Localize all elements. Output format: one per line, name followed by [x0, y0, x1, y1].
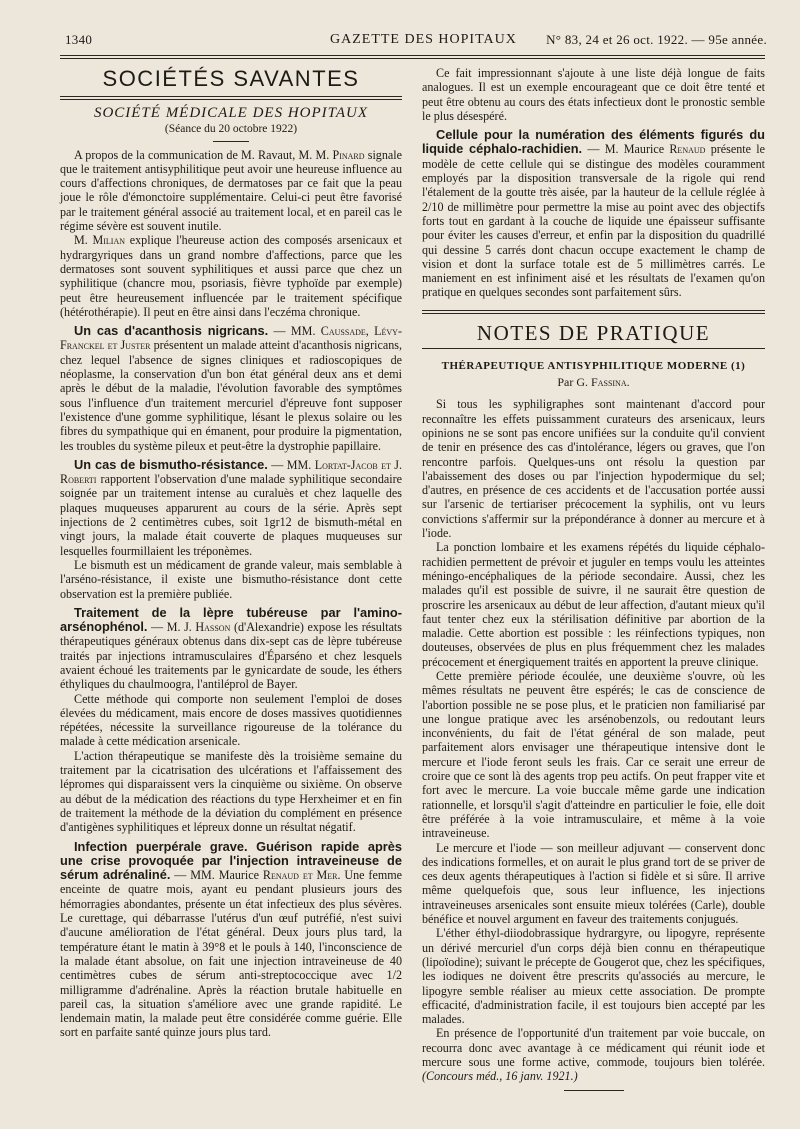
paragraph-lead: — M. J.: [147, 620, 196, 635]
paragraph-sc: Renaud: [669, 142, 706, 157]
paragraph-title: Cellule pour la numération des éléments figurés du liquide céphalo-rachidien.: [422, 127, 765, 157]
paragraph-lead: A propos de la communication de M. Ravaut, M. M.: [74, 147, 333, 162]
page-number: 1340: [65, 32, 93, 47]
left-column: [60, 66, 402, 1040]
article-paragraph-text: En présence de l'opportunité d'un traitement par voie buccale, on recourra donc avec avantage à ce médicament qui réunit iode et mercure sous une forme active, commode, toujours bien tolérée.: [422, 1026, 765, 1069]
header-rule: [60, 55, 765, 56]
paragraph-lead: — MM.: [268, 324, 321, 339]
citation: (Concours méd., 16 janv. 1921.): [422, 1069, 578, 1084]
running-header: [55, 28, 767, 50]
paragraph-text: présentent un malade atteint d'acanthosis nigricans, chez lequel l'absence de signes cliniques et radioscopiques de néoplasme, la conservation d'un bon état général deux ans et demi après le début de la maladie, l'évolution favorable des symptômes sous l'influence d'un traitement mercuriel d'épreuve font supposer l'existence d'une gomme syphilitique, lésant le plexus solaire ou les fibres du sympathique qui en émanent, pour produire la pigmentation, les troubles du système pileux et peut-être la dystrophie papillaire.: [60, 338, 402, 453]
short-divider: [213, 141, 249, 142]
right-column: [422, 66, 765, 1091]
paragraph-text: Le bismuth est un médicament de grande valeur, mais semblable à l'arséno-résistance, il existe une bismutho-résistance dont cette observation est la première publiée.: [60, 557, 402, 601]
article-paragraph: [422, 1026, 765, 1083]
section-title: SOCIÉTÉS SAVANTES: [102, 66, 360, 91]
paragraph: [60, 749, 402, 835]
article-paragraph-text: L'éther éthyl-diiodobrassique hydrargyre, ou lipogyre, représente un dérivé mercuriel d'un corps déjà bien connu en thérapeutique (lipoïodine); suivant le précepte de Gougerot que, chez les spécifiques, les iodiques ne doivent être prescrits qu'associés au mercure, le lipogyre semble réaliser au mieux cette association. De prompte efficacité, d'administration facile, il est toujours bien accepté par les malades.: [422, 926, 765, 1027]
article-paragraph-text: Le mercure et l'iode — son meilleur adjuvant — conservent donc des indications formelles, et on aurait le plus grand tort de se priver de ces deux agents thérapeutiques à l'action si fidèle et si sûre. Il arrive même quelquefois que, sous leur influence, les injections intraveineuses arsenicales sont ensuite mieux tolérées (Carle), double bénéfice et nouvel argument en faveur des traitements conjugués.: [422, 840, 765, 927]
paragraph-title: Un cas de bismutho-résistance.: [74, 456, 268, 472]
paragraph-title: Traitement de la lèpre tubéreuse par l'amino-arsénophénol.: [60, 604, 402, 635]
header-rule-thin: [60, 58, 765, 59]
paragraph: [422, 128, 765, 300]
paragraph-lead: — MM.: [267, 457, 315, 472]
paragraph-text: Cette méthode qui comporte non seulement l'emploi de doses élevées du médicament, mais encore de doses massives quotidiennes répétées, nécessite la surveillance rigoureuse de la tolérance du malade à cette médication arsenicale.: [60, 691, 402, 749]
article-paragraph-text: La ponction lombaire et les examens répétés du liquide céphalo-rachidien permettent de prévoir et juguler en temps voulu les atteintes méningo-encéphaliques de la période secondaire. Aussi, chez les malades qu'il est possible de suivre, il ne saurait être question de proscrire les arsenicaux au début de leur affection, d'autant mieux qu'il faut tenter chez eux la stérilisation définitive par abortion de la maladie. Cette abortion est possible : les réinfections typiques, non douteuses, observées de plus en plus fréquemment chez les malades précocement et énergiquement traités en apportent la preuve clinique.: [422, 540, 765, 669]
paragraph: [422, 66, 765, 123]
paragraph-lead: — MM. Maurice: [170, 868, 263, 883]
notes-rule: [422, 310, 765, 314]
session-date: (Séance du 20 octobre 1922): [164, 123, 298, 136]
article-paragraph-text: Si tous les syphiligraphes sont maintenant d'accord pour reconnaître les effets puissamment curateurs des arsenicaux, leurs opinions ne se sont pas encore unifiées sur la conduite qu'il convient de tenir en présence des cas d'intolérance, légers ou graves, que l'on rencontre parfois. Quelques-uns ont résolu la question par l'abaissement des doses ou par l'injection hypodermique du sel; d'autres, en présence de ces accidents et de l'accusation portée aussi sur l'arsenic de tertiariser précocement la syphilis, ont vu leurs convictions s'affermir sur la prépondérance à donner au mercure et à l'iode.: [422, 397, 765, 541]
paragraph: [60, 148, 402, 234]
paragraph-sc: Hasson: [195, 620, 231, 635]
issue-info: N° 83, 24 et 26 oct. 1922. — 95e année.: [546, 32, 767, 47]
left-paragraphs: [60, 148, 402, 1040]
section-rule: [60, 96, 402, 100]
journal-title: GAZETTE DES HOPITAUX: [330, 32, 517, 47]
article-body: [422, 397, 765, 1083]
paragraph: [60, 458, 402, 558]
notes-underline: [422, 348, 765, 349]
paragraph-text: Ce fait impressionnant s'ajoute à une liste déjà longue de faits analogues. Il est un exemple encourageant que ce doit être tenté et peut être obtenu au cours des états infectieux dont le pronostic semble le plus désespéré.: [422, 66, 765, 123]
paragraph-sc: Caussade, Lévy-Franckel et Juster: [60, 324, 402, 353]
author-name: Fassina.: [591, 375, 630, 390]
paragraph-text: présente le modèle de cette cellule qui se distingue des modèles couramment employés par la disposition transversale de la rigole qui rend l'étalement de la goutte très aisée, par la hauteur de la cellule réglée à 2/10 de millimètre pour permettre la mise au point avec des objectifs forts tout en gardant à la couche de liquide une épaisseur suffisante pour éviter les causes d'erreur, et enfin par la disposition du quadrillé qui dessine 5 carrés dont chacun occupe exactement le champ de vision et dont la surface totale est de 5 millimètres carrés. Le maniement en est infiniment aisé et les résultats de l'examen qu'on pratique en quelques secondes sont parfaitement sûrs.: [422, 142, 765, 300]
paragraph-text: Une femme enceinte de quatre mois, ayant eu pendant plusieurs jours des hémorragies abondantes, présente un état infectieux des plus sévères. Le curettage, qui débarrasse l'utérus d'un œuf putréfié, n'est suivi d'aucune amélioration de l'état général. Deux jours plus tard, la température étant le matin à 39°8 et le pouls à 140, l'inconscience de la malade étant absolue, on fait une injection intraveineuse de 40 centimètres cubes de sérum anti-streptococcique avec 1/2 milligramme d'adrénaline. Après la réaction brutale habituelle en pareil cas, la situation s'améliore avec une grande rapidité. Le lendemain matin, la malade peut être considérée comme guérie. Elle sort en parfaite santé quinze jours plus tard.: [60, 868, 403, 1040]
society-name: SOCIÉTÉ MÉDICALE DES HOPITAUX: [93, 105, 369, 121]
paragraph-text: L'action thérapeutique se manifeste dès la troisième semaine du traitement par la cicatrisation des ulcérations et l'affaissement des lépromes qui disparaissent vers la cinquième ou sixième. On observe au début de la médication des réactions du type Herxheimer et en fin de traitement la méthode de la déviation du complément en présence d'antigènes syphilitiques et lépreux donne un résultat négatif.: [60, 748, 402, 835]
article-paragraph: [422, 669, 765, 841]
article-paragraph: [422, 397, 765, 540]
paragraph-sc: Pinard: [332, 147, 365, 162]
paragraph-text: rapportent l'observation d'une malade syphilitique secondaire soignée par un traitement intense au curaluès et chez laquelle des plaques muqueuses apparurent au cours de la série. Après sept injections de 2 centimètres cubes, soit 1gr12 de bismuth-métal en vingt jours, la malade était couverte de plaques muqueuses sur lesquelles fourmillaient les tréponèmes.: [60, 472, 402, 558]
paragraph-lead: — M. Maurice: [582, 142, 670, 157]
paragraph-text: signale que le traitement antisyphilitique peut avoir une heureuse influence au cours d'affections chroniques, de dermatoses par ce fait que la peau joue le rôle d'émonctoire supplémentaire. Celui-ci peut être favorisé par le traitement général associé au traitement local, et en pareil cas le régime sévère est souvent inutile.: [60, 147, 402, 234]
article-paragraph-text: Cette première période écoulée, une deuxième s'ouvre, où les mêmes résultats ne peuvent être espérés; le cas de conscience de l'abortion possible ne se pose plus, et le praticien non familiarisé par une longue pratique avec les arsénobenzols, ou redoutant leurs inconvénients, du fait de l'état général de son malade, peut parfaitement alors envisager une thérapeutique intensive dont le mercure et l'iode feront seuls les frais. Car ce serait une erreur de croire que ce sont là des agents trop peu actifs. On peut frapper vite et fort avec le mercure. La voie buccale même garde une indication rationnelle, et lorsqu'il s'agit d'atteindre en particulier le foie, elle doit être préférée à la voie intramusculaire, et même à la voie intraveineuse.: [422, 668, 765, 841]
notes-title: NOTES DE PRATIQUE: [476, 320, 711, 345]
author-lead: Par G.: [557, 375, 592, 390]
paragraph-title: Infection puerpérale grave. Guérison rapide après une crise provoquée par l'injection intraveineuse de sérum adrénaliné.: [60, 838, 402, 883]
paragraph-sc: Renaud et Mer.: [262, 868, 341, 883]
paragraph-sc: Milian: [92, 233, 126, 248]
paragraph-sc: Lortat-Jacob et J. Roberti: [60, 457, 402, 487]
paragraph: [60, 233, 402, 319]
paragraph: [60, 324, 402, 453]
paragraph: [60, 692, 402, 749]
paragraph: [60, 558, 402, 601]
end-divider: [564, 1090, 624, 1091]
paragraph-title: Un cas d'acanthosis nigricans.: [74, 323, 269, 339]
paragraph: [60, 606, 402, 692]
paragraph: [60, 840, 402, 1040]
article-paragraph: [422, 540, 765, 669]
paragraph-text: (d'Alexandrie) expose les résultats thérapeutiques généraux obtenus dans dix-sept cas de lèpre tubéreuse traités par injections intramusculaires d'Éparséno et chez lesquels avaient échoué les traitements par le gynicardate de soude, les éthers éthyliques du chaulmoogra, l'antiléprol de Bayer.: [60, 620, 402, 692]
paragraph-text: explique l'heureuse action des composés arsenicaux et hydrargyriques dans un grand nombre d'affections, parce que les dermatoses sont souvent syphilitiques et aussi parce que chez un syphilitique (chancre mou, psoriasis, fièvre typhoïde par exemple) peut être heureusement influencée par le traitement spécifique (hétérothérapie). Il peut en être ainsi dans l'eczéma chronique.: [60, 233, 402, 319]
paragraph-lead: M.: [74, 233, 93, 248]
article-author: [422, 375, 765, 389]
article-paragraph: [422, 841, 765, 927]
article-title: THÉRAPEUTIQUE ANTISYPHILITIQUE MODERNE (1): [441, 359, 746, 372]
article-paragraph: [422, 926, 765, 1026]
right-top-paragraphs: [422, 66, 765, 300]
